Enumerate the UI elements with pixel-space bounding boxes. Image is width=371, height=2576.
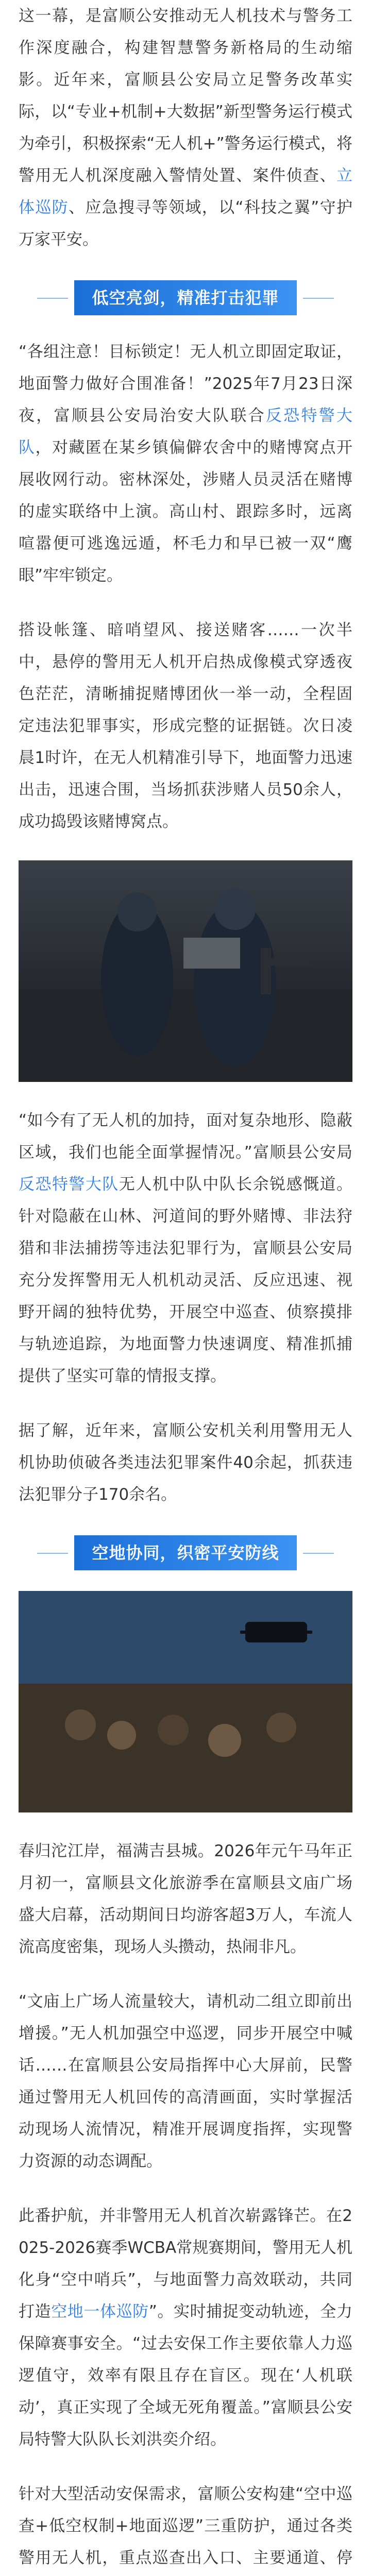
paragraph-festival: 春归沱江岸，福满吉县城。2026年元午马年正月初一，富顺县文化旅游季在富顺县文庙广场盛大启幕，活动期间日均游客超3万人，车流人流高度密集，现场人头攒动，热闹非凡。 bbox=[19, 1842, 352, 1956]
raid-text-b: ，对藏匿在某乡镇偏僻农舍中的赌博窝点开展收网行动。密林深处，涉赌人员灵活在赌博的虚实联络中上演。高山村、跟踪多时，远离喧嚣便可逃逸远遁，杯毛力和早已被一双“鹰眼”牢牢锁定。 bbox=[19, 438, 353, 585]
police-drone-operators-night-photo bbox=[19, 860, 352, 1082]
paragraph-command: “文庙上广场人流量较大，请机动二组立即前出增援。”无人机加强空中巡逻，同步开展空中喊话……在富顺县公安局指挥中心大屏前，民警通过警用无人机回传的高清画面，实时掌握活动现场人流情况，精准开展调度指挥，实现警力资源的动态调配。 bbox=[19, 1992, 352, 2171]
section-header-1 bbox=[19, 280, 352, 315]
drone-crowd-patrol-photo bbox=[19, 1591, 352, 1812]
intro-text: 这一幕，是富顺公安推动无人机技术与警务工作深度融合，构建智慧警务新格局的生动缩影。近年来，富顺县公安局立足警务改革实际，以“专业+机制+大数据”新型警务运行模式为牵引，积极探索“无人机+”警务运行模式，将警用无人机深度融入警情处置、案件侦查、 bbox=[19, 7, 352, 185]
wcba-text-a: 此番护航，并非警用无人机首次崭露锋芒。在2025-2026赛季WCBA常规赛期间，警用无人机化身“空中哨兵”，与地面警力高效联动，共同打造 bbox=[19, 2207, 352, 2321]
paragraph-statistics: 据了解，近年来，富顺公安机关利用警用无人机协助侦破各类违法犯罪案件40余起，抓获违法犯罪分子170余名。 bbox=[19, 1421, 352, 1504]
intro-text-end: 、应急搜寻等领域，以“科技之翼”守护万家平安。 bbox=[19, 198, 352, 249]
link-3d-patrol[interactable]: 立体巡防 bbox=[19, 166, 352, 217]
paragraph-thermal: 搭设帐篷、暗哨望风、接送赌客……一次半中，悬停的警用无人机开启热成像模式穿透夜色茫茫，清晰捕捉赌博团伙一举一动，全程固定违法犯罪事实，形成完整的证据链。次日凌晨1时许，在无人机精准引导下，地面警力迅速出击，迅速合围，当场抓获涉赌人员50余人，成功捣毁该赌博窝点。 bbox=[19, 621, 352, 831]
paragraph-wcba bbox=[19, 2200, 352, 2455]
section-title-strike-crime: 低空亮剑，精准打击犯罪 bbox=[74, 280, 296, 315]
intro-paragraph bbox=[19, 0, 352, 256]
interview-text-a: “如今有了无人机的加持，面对复杂地形、隐蔽区域，我们也能全面掌握情况。”富顺县公安局 bbox=[19, 1111, 352, 1162]
link-air-ground-patrol[interactable]: 空地一体巡防 bbox=[51, 2302, 149, 2321]
wcba-text-b: ”。实时捕捉变动轨迹，全力保障赛事安全。“过去安保工作主要依靠人力巡逻值守，效率有限且存在盲区。现在‘人机联动’，真正实现了全域无死角覆盖。”富顺县公安局特警大队队长刘洪奕介绍。 bbox=[19, 2302, 353, 2449]
link-swat[interactable]: 反恐特警大队 bbox=[19, 406, 353, 457]
paragraph-interview bbox=[19, 1105, 352, 1392]
raid-text-a: “各组注意！目标锁定！无人机立即固定取证，地面警力做好合围准备！”2025年7月23日深夜，富顺县公安局治安大队联合 bbox=[19, 343, 352, 425]
section-header-2 bbox=[19, 1535, 352, 1570]
paragraph-events-stats: 针对大型活动安保需求，富顺公安构建“空中巡查+低空权制+地面巡逻”三重防护，通过各类警用无人机，重点巡查出入口、主要通道、停 bbox=[19, 2485, 352, 2567]
section-title-air-ground: 空地协同，织密平安防线 bbox=[74, 1535, 296, 1570]
photo-crowd-patrol bbox=[19, 1591, 352, 1812]
interview-text-b: 无人机中队中队长余锐感慨道。针对隐蔽在山林、河道间的野外赌博、非法狩猎和非法捕捞等违法犯罪行为，富顺县公安局充分发挥警用无人机机动灵活、反应迅速、视野开阔的独特优势，开展空中巡查、侦察摸排与轨迹追踪，为地面警力快速调度、精准抓捕提供了坚实可靠的情报支撑。 bbox=[19, 1175, 353, 1385]
photo-drone-operators bbox=[19, 860, 352, 1082]
link-swat-2[interactable]: 反恐特警大队 bbox=[19, 1175, 119, 1194]
paragraph-raid bbox=[19, 336, 352, 591]
